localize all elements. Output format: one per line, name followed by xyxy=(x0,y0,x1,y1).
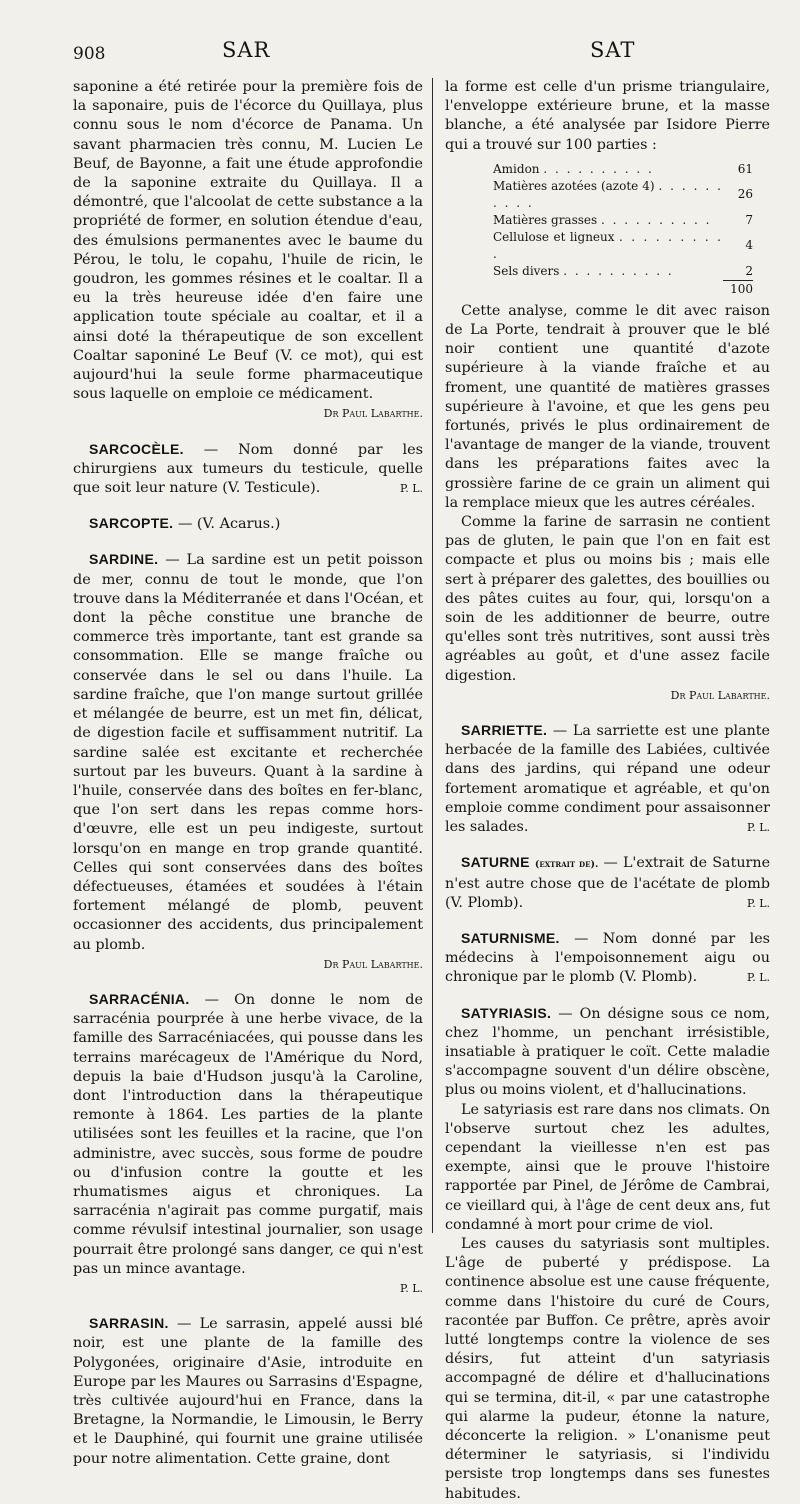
signature: P. L. xyxy=(747,971,770,985)
leader-dots: . . . . . . . . . . xyxy=(600,212,712,227)
entry-text: — Nom donné par les médecins à l'empoisonnement aigu ou chronique par le plomb (V. Plomb). xyxy=(445,930,770,986)
analysis-value: 2 xyxy=(745,263,753,278)
entry-term: SARCOPTE. xyxy=(89,515,174,532)
signature: P. L. xyxy=(400,482,423,496)
entry-text: — On donne le nom de sarracénia pourprée à une herbe vivace, de la famille des Sarracéniacées, qui pousse dans les terrains marécageux de l'Amérique du Nord, depuis la baie d'Hudson jusqu'à la Caroline, dont l'introduction dans la thérapeutique remonte à 1864. Les parties de la plante utilisées sont les feuilles et la racine, que l'on administre, avec succès, sous forme de poudre ou d'infusion contre la goutte et les rhumatismes aigus et chroniques. La sarracénia n'agirait pas comme purgatif, mais comme révulsif intestinal journalier, son usage pourrait être prolongé sans danger, ce qui n'est pas un mince avantage. xyxy=(73,991,423,1277)
analysis-row xyxy=(493,263,753,281)
entry-sarcopte xyxy=(73,514,423,534)
left-column xyxy=(73,78,423,1469)
satyriasis-paragraph-2: Le satyriasis est rare dans nos climats. On l'observe surtout chez les adultes, cependant la vieillesse n'en est pas exempte, ainsi que le prouve l'histoire rapportée par Pinel, de Jérôme de Cambrai, ce vieillard qui, à l'âge de cent deux ans, fut condamné à mort pour crime de viol. xyxy=(445,1101,770,1233)
analysis-total-row xyxy=(493,280,753,298)
signature: Dr Paul Labarthe. xyxy=(323,957,423,971)
entry-sarriette xyxy=(445,721,770,837)
sarrasin-paragraph-3: Comme la farine de sarrasin ne contient pas de gluten, le pain que l'on en fait est compacte et plus ou moins bis ; mais elle sert à préparer des galettes, des bouillies ou des pâtes cuites au four, qui, lorsqu'on a soin de les additionner de beurre, outre qu'elles sont très nutritives, sont aussi très agréables au goût, et d'une assez facile digestion. xyxy=(445,514,770,684)
leader-dots: . . . . . . . . . . xyxy=(493,178,723,210)
leader-dots: . . . . . . . . . . xyxy=(563,264,674,279)
entry-term: SARRIETTE. xyxy=(461,722,548,739)
saponine-paragraph: saponine a été retirée pour la première fois de la saponaire, puis de l'écorce du Quillaya, plus connu sous le nom d'écorce de Panama. Un savant pharmacien très connu, M. Lucien Le Beuf, de Bayonne, a fait une étude approfondie de la saponine extraite du Quillaya. Il a démontré, que l'alcoolat de cette substance a la propriété de former, en solution étendue d'eau, des émulsions permanentes avec le baume du Pérou, le tolu, le copahu, l'huile de ricin, le goudron, les gommes résines et le coaltar. Il a eu la très heureuse idée d'en faire une application toute spéciale au coaltar, et il a ainsi doté la thérapeutique de son excellent Coaltar saponiné Le Beuf (V. ce mot), qui est aujourd'hui la seule forme pharmaceutique sous laquelle on emploie ce médicament. xyxy=(73,79,423,403)
entry-term-note: (extrait de). xyxy=(534,859,599,871)
right-column xyxy=(445,78,770,1504)
analysis-label: Matières azotées (azote 4) . . . . . . . . . . xyxy=(493,178,723,210)
analysis-table xyxy=(493,161,753,298)
sarrasin-paragraph-2: Cette analyse, comme le dit avec raison de La Porte, tendrait à prouver que le blé noir contient une quantité d'azote supérieure à la viande fraîche et au froment, une quantité de matières grasses supérieure à l'avoine, et que les gens peu fortunés, privés le plus ordinairement de l'avantage de manger de la viande, trouvent dans les préparations faites avec la grossière farine de ce grain un aliment qui la remplace mieux que les autres céréales. xyxy=(445,302,770,511)
page-number: 908 xyxy=(73,44,106,64)
signature: Dr Paul Labarthe. xyxy=(670,688,770,702)
right-running-head: SAT xyxy=(590,38,636,62)
entry-saturnisme xyxy=(445,929,770,988)
analysis-label: Cellulose et ligneux . . . . . . . . . . xyxy=(493,229,723,261)
satyriasis-paragraph-3: Les causes du satyriasis sont multiples. L'âge de puberté y prédispose. La continence absolue est une cause fréquente, comme dans l'histoire du curé de Cours, racontée par Buffon. Ce prêtre, après avoir lutté longtemps contre la violence de ses désirs, fut atteint d'un satyriasis accompagné de délire et d'hallucinations qui se termina, dit-il, « par une catastrophe qui alarme la pudeur, étonne la nature, déconcerte la religion. » L'onanisme peut déterminer le satyriasis, si l'individu persiste trop longtemps dans ses funestes habitudes. xyxy=(445,1235,770,1502)
entry-sarracenia xyxy=(73,990,423,1298)
analysis-row xyxy=(493,178,753,212)
analysis-row xyxy=(493,229,753,263)
analysis-value: 4 xyxy=(745,238,753,253)
entry-text: — L'extrait de Saturne n'est autre chose que de l'acétate de plomb (V. Plomb). xyxy=(445,855,771,911)
leader-dots: . . . . . . . . . . xyxy=(543,161,654,176)
analysis-row xyxy=(493,212,753,229)
entry-sarrasin xyxy=(73,1314,423,1469)
entry-saturne xyxy=(445,853,770,913)
entry-sarcocele xyxy=(73,440,423,499)
entry-text: — On désigne sous ce nom, chez l'homme, un penchant irrésistible, insatiable à pratiquer le coït. Cette maladie s'accompagne souvent d'un délire obscène, plus ou moins violent, et d'hallucinations. xyxy=(445,1005,771,1099)
analysis-label: Sels divers . . . . . . . . . . xyxy=(493,264,674,279)
analysis-total-spacer xyxy=(493,280,723,298)
analysis-value: 61 xyxy=(737,161,753,176)
entry-term: SATYRIASIS. xyxy=(461,1004,552,1021)
analysis-row xyxy=(493,161,753,178)
leader-dots: . . . . . . . . . . xyxy=(493,229,723,261)
analysis-total: 100 xyxy=(723,280,753,298)
entry-text: — Nom donné par les chirurgiens aux tumeurs du testicule, quelle que soit leur nature (V. Testicule). xyxy=(73,441,423,497)
signature: Dr Paul Labarthe. xyxy=(323,407,423,421)
entry-satyriasis xyxy=(445,1004,770,1504)
entry-term: SARDINE. xyxy=(89,551,159,568)
analysis-label: Matières grasses . . . . . . . . . . xyxy=(493,212,712,227)
left-running-head: SAR xyxy=(222,38,271,62)
signature: P. L. xyxy=(747,896,770,910)
signature: P. L. xyxy=(400,1281,423,1295)
page-header xyxy=(0,38,800,68)
entry-term: SARRASIN. xyxy=(89,1315,169,1332)
column-divider xyxy=(432,78,433,1233)
entry-text: — (V. Acarus.) xyxy=(177,516,281,533)
entry-term: SATURNISME. xyxy=(461,929,560,946)
analysis-label: Amidon . . . . . . . . . . xyxy=(493,161,654,176)
sarrasin-continuation: la forme est celle d'un prisme triangulaire, l'enveloppe extérieure brune, et la masse blanche, a été analysée par Isidore Pierre qui a trouvé sur 100 parties : xyxy=(445,79,770,153)
entry-text: — La sarriette est une plante herbacée de la famille des Labiées, cultivée dans des jardins, qui répand une odeur fortement aromatique et agréable, et qu'on emploie comme condiment pour assaisonner les salades. xyxy=(445,723,771,836)
entry-sardine xyxy=(73,550,423,973)
entry-text: — Le sarrasin, appelé aussi blé noir, est une plante de la famille des Polygonées, originaire d'Asie, introduite en Europe par les Maures ou Sarrasins d'Espagne, très cultivée aujourd'hui en France, dans la Bretagne, la Normandie, le Limousin, le Berry et le Dauphiné, qui fournit une graine utilisée pour notre alimentation. Cette graine, dont xyxy=(73,1316,423,1467)
entry-text: — La sardine est un petit poisson de mer, connu de tout le monde, que l'on trouve dans la Méditerranée et dans l'Océan, et dont la pêche constitue une branche de commerce très importante, tant est grande sa consommation. Elle se mange fraîche ou conservée dans le sel ou dans l'huile. La sardine fraîche, que l'on mange surtout grillée et mélangée de beurre, est un met fin, délicat, de digestion facile et suffisamment nutritif. La sardine salée est excitante et recherchée surtout par les buveurs. Quant à la sardine à l'huile, conservée dans des boîtes en fer-blanc, que l'on sert dans les repas comme hors-d'œuvre, elle est un peu indigeste, surtout lorsqu'on en mange en trop grande quantité. Celles qui sont conservées dans des boîtes défectueuses, étamées et soudées à l'étain fortement mélangé de plomb, peuvent occasionner des accidents, dus principalement au plomb. xyxy=(73,552,423,953)
entry-term: SARRACÉNIA. xyxy=(89,990,190,1007)
analysis-value: 26 xyxy=(737,187,753,202)
entry-term: SARCOCÈLE. xyxy=(89,440,184,457)
signature: P. L. xyxy=(747,821,770,835)
analysis-value: 7 xyxy=(745,212,753,227)
entry-term: SATURNE xyxy=(461,854,530,871)
